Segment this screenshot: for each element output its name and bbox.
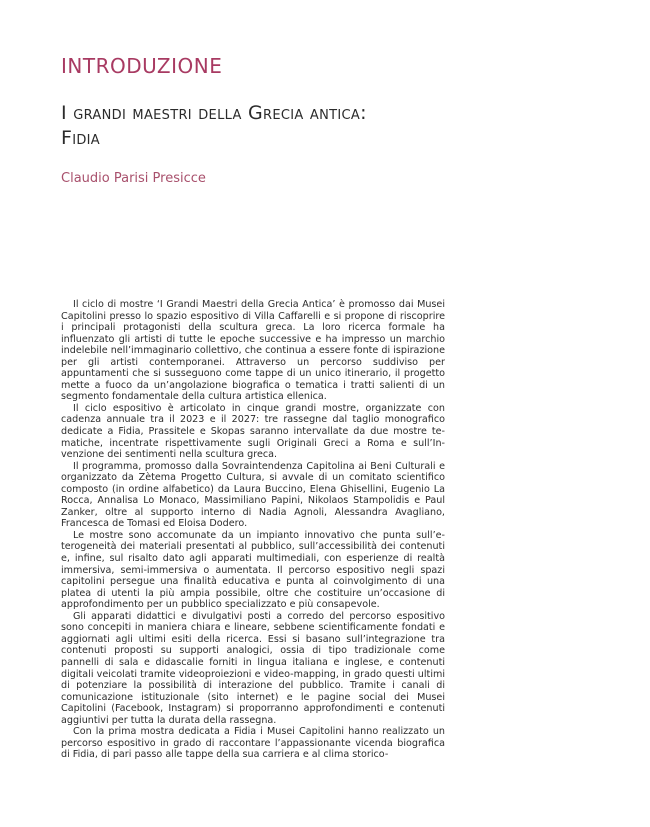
author-name: Claudio Parisi Presicce (61, 171, 206, 186)
paragraph: Gli apparati didattici e divulgativi posti a corredo del percorso espositivo sono concepiti in maniera chiara e lineare, sebbene scientificamente fondati e aggiornati agli ultimi esiti della ricerca. Essi si basano sull’integrazione tra contenuti proposti su supporti analogici, ossia di tipo tradizionale come pannelli di sala e didascalie forniti in lingua italiana e inglese, e contenuti digitali veicolati tramite videoproiezioni e video-mapping, in grado questi ultimi di potenziare la possibilità di interazione del pubblico. Tramite i canali di comunicazione istituzionale (sito internet) e le pagine social dei Musei Capitolini (Facebook, Instagram) si proporranno approfondimenti e contenuti aggiuntivi per tutta la durata della rassegna. (61, 610, 445, 726)
paragraph: Il ciclo di mostre ‘I Grandi Maestri della Grecia Antica’ è promosso dai Musei Capitolini presso lo spazio espositivo di Villa Caffarelli e si propone di riscoprire i principali protagonisti della scultura greca. La loro ricerca formale ha influenzato gli artisti di tutte le epoche successive e ha impresso un marchio indelebile nell’immaginario collettivo, che continua a essere fonte di ispirazione per gli artisti contemporanei. Attraverso un percorso suddiviso per appuntamenti che si susseguono come tappe di un unico itinerario, il progetto mette a fuoco da un’angolazione biografica o tematica i tratti salienti di un segmento fondamentale della cultura artistica ellenica. (61, 299, 445, 403)
body-text (61, 299, 445, 761)
paragraph: Le mostre sono accomunate da un impianto innovativo che punta sull’eterogeneità dei materiali presentati al pubblico, sull’accessibilità dei contenuti e, infine, sul risalto dato agli apparati multimediali, con esperienze di realtà immersiva, semi-immersiva o aumentata. Il percorso espositivo negli spazi capitolini persegue una finalità educativa e punta al coinvolgimento di una platea di utenti la più ampia possibile, oltre che costituire un’occasione di approfondimento per un pubblico specializzato e più consapevole. (61, 529, 445, 611)
paragraph: Con la prima mostra dedicata a Fidia i Musei Capitolini hanno realizzato un percorso espositivo in grado di raccontare l’appassionante vicenda biografica di Fidia, di pari passo alle tappe della sua carriera e al clima storico- (61, 726, 445, 761)
paragraph: Il programma, promosso dalla Sovraintendenza Capitolina ai Beni Culturali e organizzato da Zètema Progetto Cultura, si avvale di un comitato scientifico composto (in ordine alfabetico) da Laura Buccino, Elena Ghisellini, Eugenio La Rocca, Annalisa Lo Monaco, Massimiliano Papini, Nikolaos Stampolidis e Paul Zanker, oltre al supporto interno di Nadia Agnoli, Alessandra Avagliano, Francesca de Tomasi ed Eloisa Dodero. (61, 460, 445, 530)
chapter-title-line-2: Fidia (61, 127, 100, 149)
chapter-title (61, 101, 481, 151)
chapter-title-line-1: I grandi maestri della Grecia antica: (61, 102, 367, 124)
paragraph: Il ciclo espositivo è articolato in cinque grandi mostre, organizzate con cadenza annuale tra il 2023 e il 2027: tre rassegne dal taglio monografico dedicate a Fidia, Prassitele e Skopas saranno intervallate da due mostre tematiche, incentrate rispettivamente sugli Originali Greci a Roma e sull’Invenzione dei sentimenti nella scultura greca. (61, 402, 445, 461)
section-label: INTRODUZIONE (61, 54, 223, 78)
